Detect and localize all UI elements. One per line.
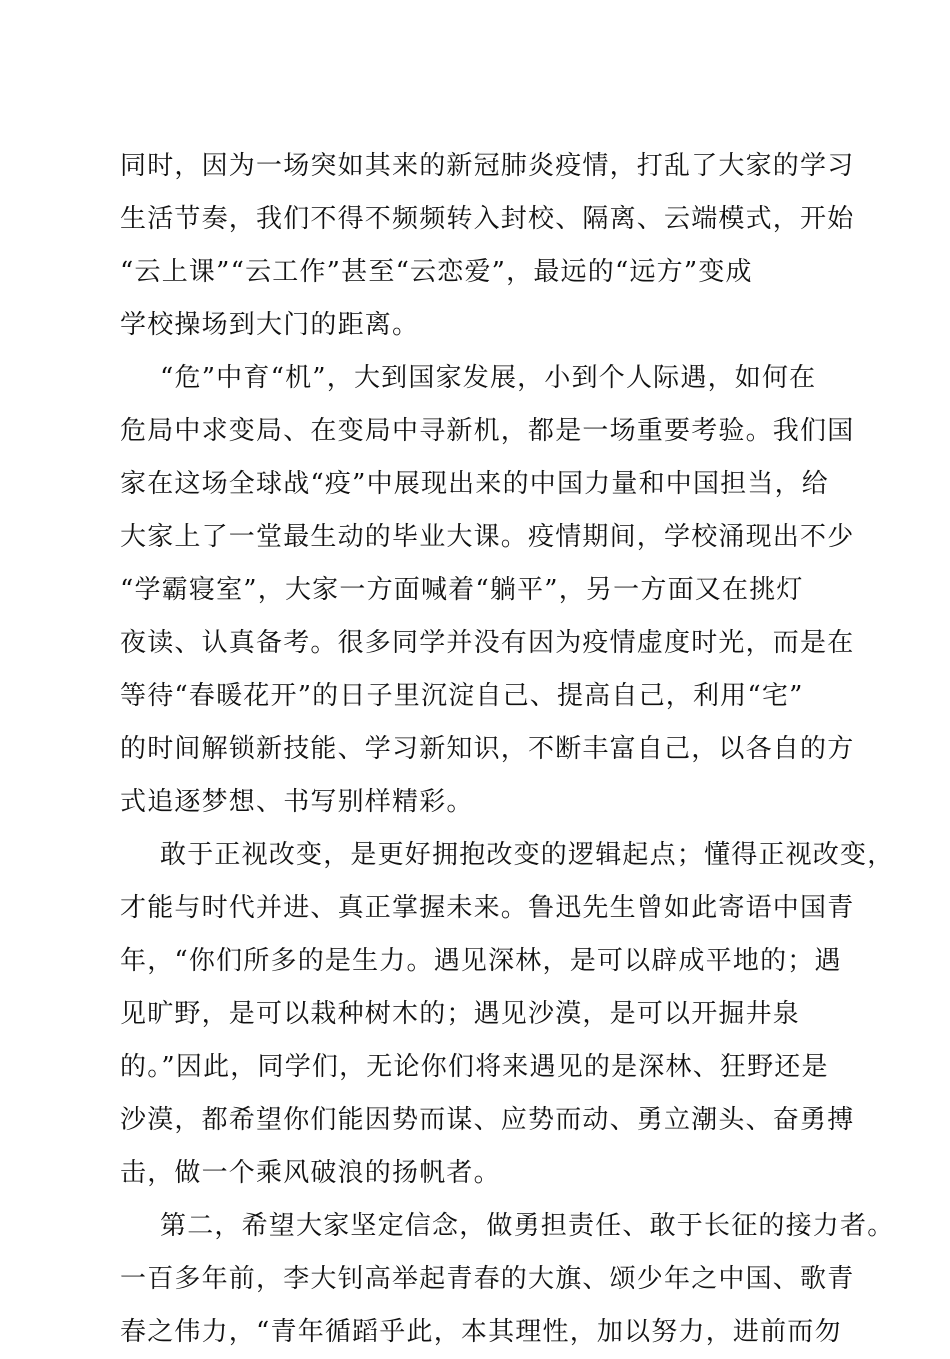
text-line: 春之伟力，“青年循蹈乎此，本其理性，加以努力，进前而勿 xyxy=(120,1317,842,1347)
text-line: 家在这场全球战“疫”中展现出来的中国力量和中国担当，给 xyxy=(120,469,829,499)
paragraph-first-line: “危”中育“机”，大到国家发展，小到个人际遇，如何在 xyxy=(160,363,817,393)
text-line: 击，做一个乘风破浪的扬帆者。 xyxy=(120,1158,501,1188)
text-line: “云上课”“云工作”甚至“云恋爱”，最远的“远方”变成 xyxy=(120,257,753,287)
text-line: 年，“你们所多的是生力。遇见深林，是可以辟成平地的；遇 xyxy=(120,946,842,976)
text-line: 式追逐梦想、书写别样精彩。 xyxy=(120,787,474,817)
text-line: 见旷野，是可以栽种树木的；遇见沙漠，是可以开掘井泉 xyxy=(120,999,801,1029)
text-line: 的。”因此，同学们，无论你们将来遇见的是深林、狂野还是 xyxy=(120,1052,829,1082)
text-line: 夜读、认真备考。很多同学并没有因为疫情虚度时光，而是在 xyxy=(120,628,855,658)
paragraph-first-line: 敢于正视改变，是更好拥抱改变的逻辑起点；懂得正视改变， xyxy=(160,840,895,870)
text-line: 一百多年前，李大钊高举起青春的大旗、颂少年之中国、歌青 xyxy=(120,1264,855,1294)
text-line: 沙漠，都希望你们能因势而谋、应势而动、勇立潮头、奋勇搏 xyxy=(120,1105,855,1135)
text-line: 等待“春暖花开”的日子里沉淀自己、提高自己，利用“宅” xyxy=(120,681,804,711)
paragraph-first-line: 第二，希望大家坚定信念，做勇担责任、敢于长征的接力者。 xyxy=(160,1211,895,1241)
text-line: 的时间解锁新技能、学习新知识，不断丰富自己，以各自的方 xyxy=(120,734,855,764)
text-line: 生活节奏，我们不得不频频转入封校、隔离、云端模式，开始 xyxy=(120,204,855,234)
text-line: “学霸寝室”，大家一方面喊着“躺平”，另一方面又在挑灯 xyxy=(120,575,804,605)
text-line: 同时，因为一场突如其来的新冠肺炎疫情，打乱了大家的学习 xyxy=(120,151,855,181)
body-text xyxy=(120,140,895,1359)
text-line: 学校操场到大门的距离。 xyxy=(120,310,420,340)
text-line: 大家上了一堂最生动的毕业大课。疫情期间，学校涌现出不少 xyxy=(120,522,855,552)
text-line: 才能与时代并进、真正掌握未来。鲁迅先生曾如此寄语中国青 xyxy=(120,893,855,923)
text-line: 危局中求变局、在变局中寻新机，都是一场重要考验。我们国 xyxy=(120,416,855,446)
